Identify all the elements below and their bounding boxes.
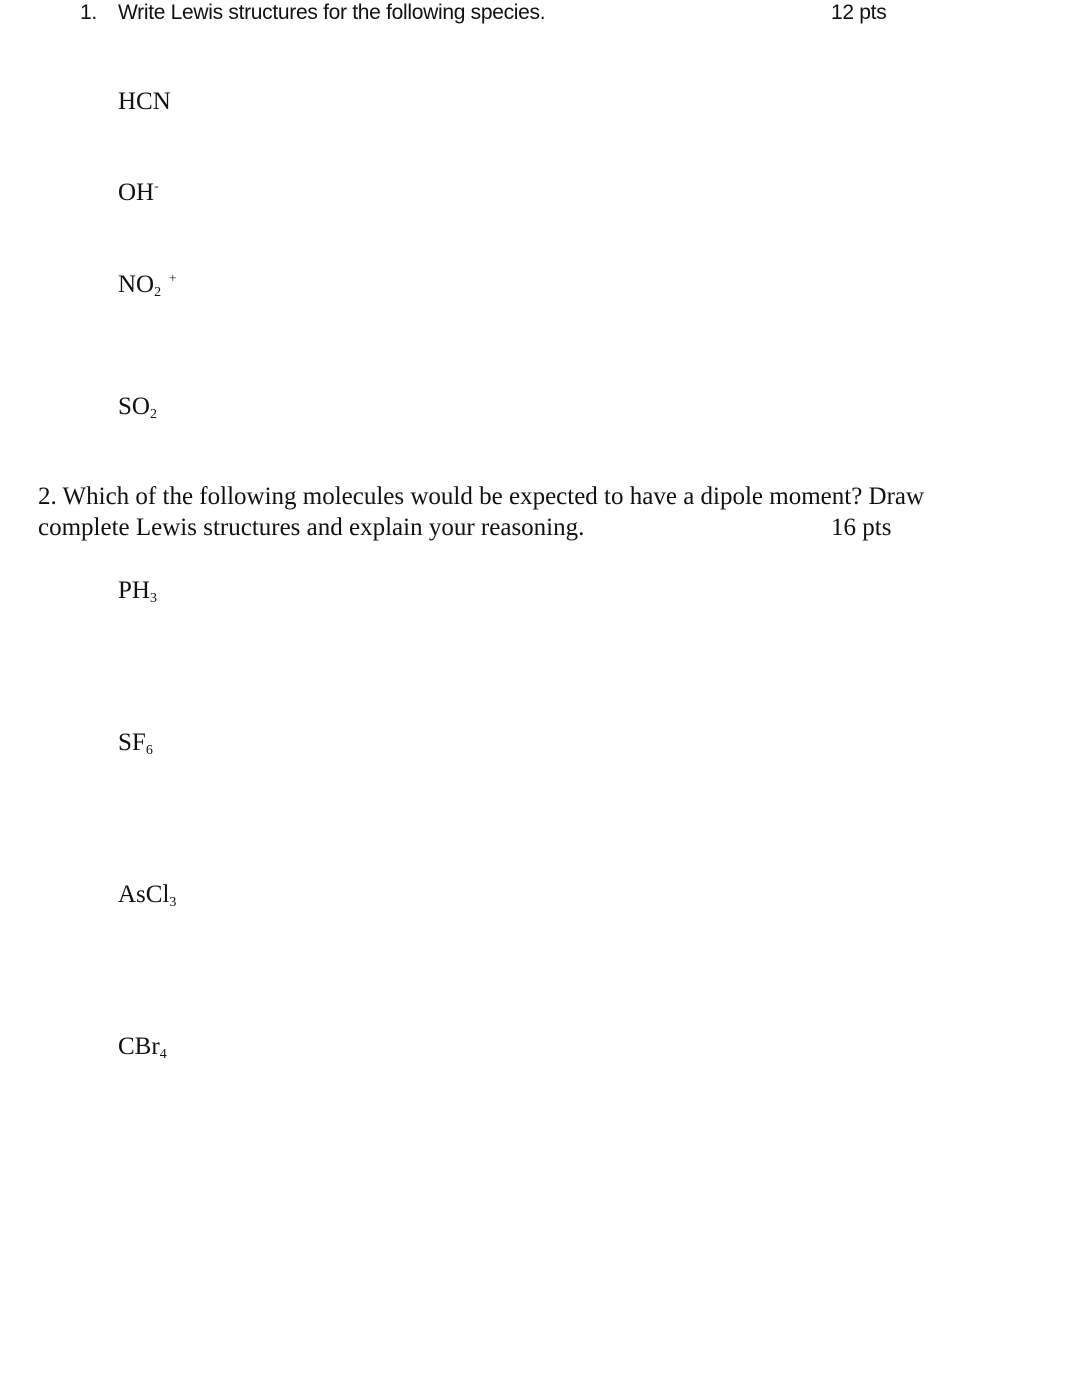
species-hcn bbox=[118, 89, 171, 114]
molecule-subscript: 6 bbox=[145, 743, 153, 758]
species-hydroxide bbox=[118, 180, 158, 205]
species-charge: - bbox=[154, 178, 159, 193]
question-1-number: 1. bbox=[80, 1, 97, 24]
molecule-subscript: 3 bbox=[149, 591, 157, 606]
molecule-base: SF bbox=[118, 729, 146, 756]
molecule-cbr4 bbox=[118, 1033, 167, 1062]
question-2-line-1: 2. Which of the following molecules would be expected to have a dipole moment? Draw bbox=[38, 483, 925, 510]
molecule-sf6 bbox=[118, 729, 153, 758]
molecule-subscript: 4 bbox=[159, 1047, 167, 1062]
question-1-points: 12 pts bbox=[831, 1, 887, 24]
species-subscript: 2 bbox=[149, 407, 157, 422]
species-base: OH bbox=[118, 179, 155, 206]
species-base: SO bbox=[118, 393, 150, 420]
species-base: NO bbox=[118, 271, 155, 298]
molecule-base: PH bbox=[118, 577, 150, 604]
molecule-subscript: 3 bbox=[169, 895, 177, 910]
species-nitronium bbox=[118, 270, 177, 300]
molecule-base: CBr bbox=[118, 1033, 160, 1060]
molecule-ascl3 bbox=[118, 881, 177, 910]
species-subscript: 2 bbox=[154, 285, 162, 300]
molecule-base: AsCl bbox=[118, 881, 170, 908]
question-2-points: 16 pts bbox=[831, 514, 892, 541]
species-base: HCN bbox=[118, 88, 171, 115]
question-1-prompt: Write Lewis structures for the following species. bbox=[118, 1, 546, 24]
species-sulfur-dioxide bbox=[118, 393, 157, 422]
species-charge: + bbox=[169, 270, 177, 285]
molecule-ph3 bbox=[118, 577, 157, 606]
question-2-line-2: complete Lewis structures and explain your reasoning. bbox=[38, 514, 585, 541]
